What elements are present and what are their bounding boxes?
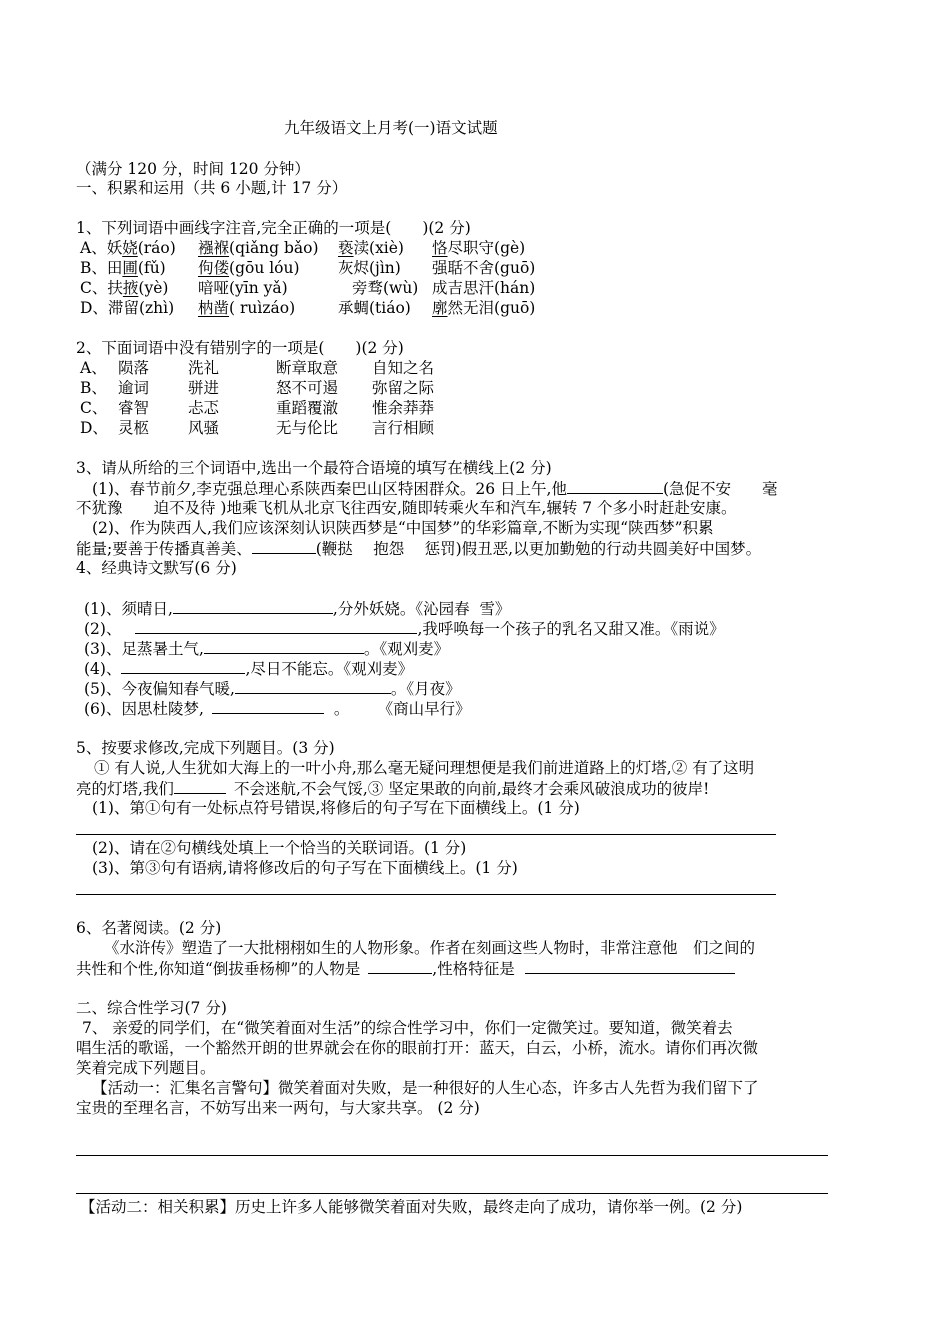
q5-passage-2: 亮的灯塔,我们 不会迷航,不会气馁,③ 坚定果敢的向前,最终才会乘风破浪成功的彼岸! [76,780,710,798]
q1-option-a-word4: 恪尽职守(gè) [432,239,526,257]
q2-word: 无与伦比 [276,419,339,437]
q2-word: 惟余莽莽 [372,399,435,417]
q6-blank-2[interactable] [525,958,735,974]
q5-sub-1: (1)、第①句有一处标点符号错误,将修后的句子写在下面横线上。(1 分) [92,799,580,817]
q2-stem: 2、下面词语中没有错别字的一项是( )(2 分) [76,339,404,357]
q4-blank-3[interactable] [204,638,364,654]
q3-blank-1[interactable] [567,478,663,494]
q2-word: 自知之名 [372,359,435,377]
q2-word: 睿智 [118,399,150,417]
q3-blank-2[interactable] [252,538,316,554]
q1-option-c-word3: 旁骛(wù) [352,279,419,297]
q2-row-label: B、 [80,379,107,397]
q2-word: 风骚 [188,419,220,437]
q2-word: 逾词 [118,379,150,397]
q1-option-d-word2: 枘凿( ruìzáo) [198,299,296,317]
q4-item-3: (3)、足蒸暑土气, 。《观刈麦》 [84,640,450,658]
q1-option-d-word3: 承蜩(tiáo) [338,299,411,317]
q5-sub-2: (2)、请在②句横线处填上一个恰当的关联词语。(1 分) [92,839,467,857]
q4-blank-6[interactable] [212,698,324,714]
q2-word: 断章取意 [276,359,339,377]
q6-blank-1[interactable] [368,958,432,974]
q2-word: 骈进 [188,379,220,397]
q7-intro-1: 7、 亲爱的同学们，在“微笑着面对生活”的综合性学习中，你们一定微笑过。要知道，微笑着去 [82,1019,733,1037]
q2-word: 言行相顾 [372,419,435,437]
q5-passage-1: ① 有人说,人生犹如大海上的一叶小舟,那么毫无疑问理想便是我们前进道路上的灯塔,② 有了这明 [94,759,755,777]
q1-option-b-word3: 灰烬(jìn) [338,259,401,277]
answer-line[interactable] [76,1155,828,1156]
q7-activity-1: 【活动一：汇集名言警句】微笑着面对失败，是一种很好的人生心态，许多古人先哲为我们留下了 [92,1079,759,1097]
q7-intro-3: 笑着完成下列题目。 [76,1059,216,1077]
q2-word: 弥留之际 [372,379,435,397]
answer-line[interactable] [76,834,776,835]
answer-line[interactable] [76,1193,828,1194]
answer-line[interactable] [76,894,776,895]
q3-line-3: (2)、作为陕西人,我们应该深刻认识陕西梦是“中国梦”的华彩篇章,不断为实现“陕西梦”积累 [92,519,714,537]
q4-item-4: (4)、 ,尽日不能忘。《观刈麦》 [84,660,414,678]
q3-line-1: (1)、春节前夕,李克强总理心系陕西秦巴山区特困群众。26 日上午,他 (急促不安 毫 [92,480,778,498]
q1-option-a-word3: 亵渎(xiè) [338,239,404,257]
q5-blank[interactable] [174,778,226,794]
q1-option-d: D、滞留(zhì) [80,299,175,317]
q4-item-1: (1)、须晴日, ,分外妖娆。《沁园春 雪》 [84,600,511,618]
q2-word: 重蹈覆澈 [276,399,339,417]
q4-item-2: (2)、 ,我呼唤每一个孩子的乳名又甜又准。《雨说》 [84,620,725,638]
q1-option-a-word2: 襁褓(qiǎng bǎo) [198,239,319,257]
q5-stem: 5、按要求修改,完成下列题目。(3 分) [76,739,335,757]
q3-stem: 3、请从所给的三个词语中,选出一个最符合语境的填写在横线上(2 分) [76,459,552,477]
q4-stem: 4、经典诗文默写(6 分) [76,559,237,577]
q1-option-a: A、妖娆(ráo) [80,239,176,257]
q4-blank-1[interactable] [173,598,333,614]
q7-intro-2: 唱生活的歌谣，一个豁然开朗的世界就会在你的眼前打开：蓝天，白云，小桥，流水。请你们再次微 [76,1039,759,1057]
q2-word: 洗礼 [188,359,220,377]
q1-option-b-word2: 佝偻(gōu lóu) [198,259,300,277]
q3-line-4: 能量;要善于传播真善美、 (鞭挞 抱怨 惩罚)假丑恶,以更加勤勉的行动共圆美好中国梦。 [76,540,762,558]
q2-word: 怒不可遏 [276,379,339,397]
q1-option-b: B、田圃(fǔ) [80,259,166,277]
q5-sub-3: (3)、第③句有语病,请将修改后的句子写在下面横线上。(1 分) [92,859,518,877]
section-2-heading: 二、综合性学习(7 分) [76,999,227,1017]
q2-row-label: C、 [80,399,108,417]
q2-row-label: A、 [80,359,107,377]
q1-option-c: C、扶掖(yè) [80,279,169,297]
q1-option-b-word4: 强聒不舍(guō) [432,259,536,277]
q6-stem: 6、名著阅读。(2 分) [76,919,222,937]
q1-option-d-word4: 廓然无泪(guō) [432,299,536,317]
page-title: 九年级语文上月考(一)语文试题 [284,119,498,137]
q1-stem: 1、下列词语中画线字注音,完全正确的一项是( )(2 分) [76,219,471,237]
q6-passage-2: 共性和个性,你知道“倒拔垂杨柳”的人物是 ,性格特征是 [76,958,735,979]
q2-word: 陨落 [118,359,150,377]
q1-option-c-word4: 成吉思汗(hán) [432,279,536,297]
q2-row-label: D、 [80,419,108,437]
q7-activity-1-cont: 宝贵的至理名言，不妨写出来一两句，与大家共享。 (2 分) [76,1099,480,1117]
q6-passage-1: 《水浒传》塑造了一大批栩栩如生的人物形象。作者在刻画这些人物时，非常注意他 们之间的 [104,939,756,957]
q4-blank-4[interactable] [121,658,245,674]
q4-item-5: (5)、今夜偏知春气暖, 。《月夜》 [84,680,461,698]
q2-word: 灵柩 [118,419,150,437]
q3-line-2: 不犹豫 迫不及待 )地乘飞机从北京飞往西安,随即转乘火车和汽车,辗转 7 个多小时赶赴安康。 [76,499,737,517]
section-1-heading: 一、积累和运用（共 6 小题,计 17 分） [76,179,348,197]
q1-option-c-word2: 喑哑(yīn yǎ) [198,279,288,297]
q7-activity-2: 【活动二：相关积累】历史上许多人能够微笑着面对失败，最终走向了成功，请你举一例。(2 分) [80,1198,743,1216]
q4-blank-5[interactable] [235,678,391,694]
exam-meta: （满分 120 分，时间 120 分钟） [76,160,310,178]
q4-blank-2[interactable] [135,618,417,634]
q2-word: 忐忑 [188,399,220,417]
q4-item-6: (6)、因思杜陵梦, 。 《商山早行》 [84,700,471,718]
